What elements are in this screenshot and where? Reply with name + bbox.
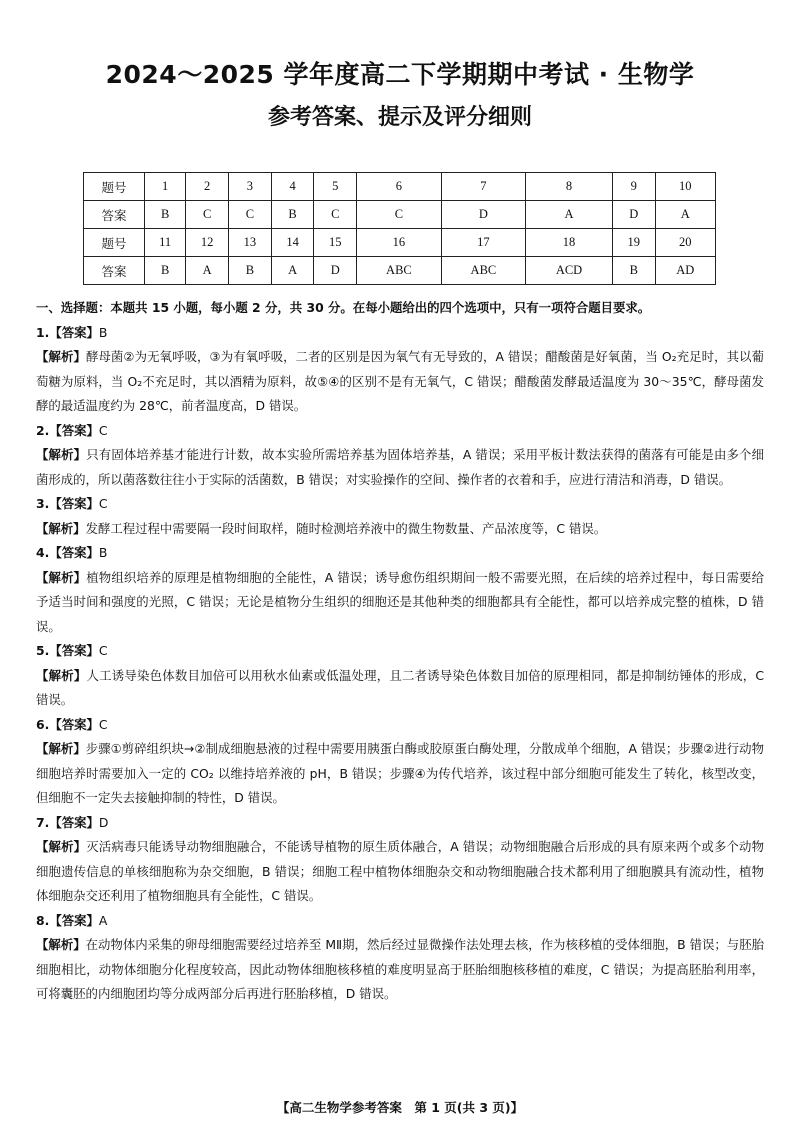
answer-value: C	[98, 716, 108, 732]
answer-tag: 【答案】	[49, 716, 99, 732]
answer-table-row	[84, 229, 716, 257]
explanation-tag: 【解析】	[36, 741, 86, 756]
answer-value: A	[98, 912, 108, 928]
answer-table-row-header: 题号	[84, 229, 145, 257]
answer-table-cell: B	[145, 201, 186, 229]
explanation-text: 步骤①剪碎组织块→②制成细胞悬液的过程中需要用胰蛋白酶或胶原蛋白酶处理，分散成单个细胞，A 错误；步骤②进行动物细胞培养时需要加入一定的 CO₂ 以维持培养液的 pH，B 错误；步骤④为传代培养，该过程中部分细胞可能发生了转化，核型改变，但细胞不一定失去接触抑制的特性，D 错误。	[36, 741, 765, 805]
answer-table-cell: ACD	[526, 257, 613, 285]
explanation-tag: 【解析】	[36, 349, 86, 364]
question-number: 7.	[36, 814, 50, 830]
answer-table-cell: 3	[229, 173, 272, 201]
explanation-text: 在动物体内采集的卵母细胞需要经过培养至 MⅡ期，然后经过显微操作法处理去核，作为核移植的受体细胞，B 错误；与胚胎细胞相比，动物体细胞分化程度较高，因此动物体细胞核移植的难度明显高于胚胎细胞核移植的难度，C 错误；为提高胚胎利用率，可将囊胚的内细胞团均等分成两部分后再进行胚胎移植，D 错误。	[36, 937, 765, 1001]
explanation-paragraph	[36, 933, 764, 1007]
page-footer: 【高二生物学参考答案 第 1 页(共 3 页)】	[276, 1100, 524, 1115]
answer-tag: 【答案】	[49, 324, 99, 340]
answer-table	[83, 172, 716, 285]
answer-value: C	[98, 643, 108, 658]
answer-table-cell: 8	[526, 173, 613, 201]
answer-table-cell: C	[186, 201, 229, 229]
question-answer-line	[36, 492, 764, 517]
question-list	[36, 321, 764, 1007]
question-answer-line	[36, 639, 764, 664]
answer-tag: 【答案】	[49, 545, 99, 560]
answer-tag: 【答案】	[49, 814, 99, 830]
answer-table-cell: ABC	[357, 257, 442, 285]
answer-value: C	[98, 422, 108, 438]
page-title: 2024～2025 学年度高二下学期期中考试 · 生物学	[105, 60, 695, 89]
question-number: 3.	[36, 496, 50, 511]
answer-table-cell: 19	[612, 229, 655, 257]
answer-tag: 【答案】	[49, 912, 99, 928]
answer-table-cell: A	[271, 257, 314, 285]
explanation-text: 灭活病毒只能诱导动物细胞融合，不能诱导植物的原生质体融合，A 错误；动物细胞融合后形成的具有原来两个或多个动物细胞遗传信息的单核细胞称为杂交细胞，B 错误；细胞工程中植物体细胞杂交和动物细胞融合技术都利用了细胞膜具有流动性，植物体细胞杂交还利用了植物细胞具有全能性，C 错误。	[36, 839, 764, 903]
answer-table-cell: 16	[357, 229, 442, 257]
answer-table-row-header: 答案	[84, 257, 145, 285]
answer-table-cell: 20	[655, 229, 715, 257]
answer-table-cell: D	[441, 201, 526, 229]
question-number: 4.	[36, 545, 50, 560]
answer-value: C	[98, 496, 108, 511]
answer-tag: 【答案】	[49, 496, 99, 511]
explanation-text: 人工诱导染色体数目加倍可以用秋水仙素或低温处理，且二者诱导染色体数目加倍的原理相同，都是抑制纺锤体的形成，C 错误。	[36, 667, 764, 707]
answer-value: D	[98, 814, 109, 830]
answer-table-cell: 10	[655, 173, 715, 201]
page-subtitle: 参考答案、提示及评分细则	[267, 105, 532, 130]
answer-table-cell: 5	[314, 173, 357, 201]
explanation-paragraph	[36, 664, 764, 713]
question-answer-line	[36, 909, 764, 934]
answer-value: B	[98, 545, 108, 560]
answer-table-cell: 2	[186, 173, 229, 201]
answer-table-cell: ABC	[441, 257, 526, 285]
answer-table-cell: 18	[526, 229, 613, 257]
answer-tag: 【答案】	[49, 643, 99, 658]
explanation-tag: 【解析】	[36, 839, 87, 854]
answer-table-cell: A	[655, 201, 715, 229]
answer-table-cell: B	[145, 257, 186, 285]
answer-tag: 【答案】	[49, 422, 99, 438]
explanation-tag: 【解析】	[36, 447, 87, 462]
answer-table-cell: C	[357, 201, 442, 229]
answer-table-row	[84, 201, 716, 229]
answer-table-row	[84, 173, 716, 201]
explanation-tag: 【解析】	[36, 520, 86, 536]
answer-table-cell: B	[271, 201, 314, 229]
answer-table-cell: 4	[271, 173, 314, 201]
explanation-text: 酵母菌②为无氧呼吸，③为有氧呼吸，二者的区别是因为氧气有无导致的，A 错误；醋酸菌是好氧菌，当 O₂充足时，其以葡萄糖为原料，当 O₂不充足时，其以酒精为原料，故⑤④的区别不是有无氧气，C 错误；醋酸菌发酵最适温度为 30～35℃，酵母菌发酵的最适温度约为 28℃，前者温度高，D 错误。	[36, 349, 764, 413]
answer-table-cell: D	[314, 257, 357, 285]
answer-table-cell: 14	[271, 229, 314, 257]
answer-table-cell: B	[229, 257, 272, 285]
answer-table-cell: 11	[145, 229, 186, 257]
question-answer-line	[36, 321, 764, 346]
explanation-paragraph	[36, 737, 764, 811]
explanation-paragraph	[36, 517, 764, 542]
answer-table-cell: 17	[441, 229, 526, 257]
question-answer-line	[36, 419, 764, 444]
question-answer-line	[36, 713, 764, 738]
answer-table-cell: 9	[612, 173, 655, 201]
explanation-tag: 【解析】	[36, 667, 87, 683]
answer-table-cell: 1	[145, 173, 186, 201]
question-number: 6.	[36, 716, 50, 732]
answer-table-row-header: 题号	[84, 173, 145, 201]
explanation-paragraph	[36, 835, 764, 909]
explanation-paragraph	[36, 566, 764, 640]
explanation-text: 植物组织培养的原理是植物细胞的全能性，A 错误；诱导愈伤组织期间一般不需要光照，在后续的培养过程中，每日需要给予适当时间和强度的光照，C 错误；无论是植物分生组织的细胞还是其他种类的细胞都具有全能性，都可以培养成完整的植株，D 错误。	[36, 569, 764, 634]
explanation-paragraph	[36, 443, 764, 492]
answer-table-cell: AD	[655, 257, 715, 285]
question-number: 5.	[36, 643, 50, 658]
answer-table-cell: D	[612, 201, 655, 229]
answer-table-cell: A	[526, 201, 613, 229]
answer-table-row-header: 答案	[84, 201, 145, 229]
question-number: 2.	[36, 422, 50, 438]
answer-table-cell: 7	[441, 173, 526, 201]
explanation-text: 只有固体培养基才能进行计数，故本实验所需培养基为固体培养基，A 错误；采用平板计数法获得的菌落有可能是由多个细菌形成的，所以菌落数往往小于实际的活菌数，B 错误；对实验操作的空间、操作者的衣着和手，应进行清洁和消毒，D 错误。	[36, 447, 764, 487]
answer-table-cell: C	[229, 201, 272, 229]
answer-table-cell: 15	[314, 229, 357, 257]
answer-value: B	[98, 324, 108, 340]
document-body	[36, 296, 764, 1007]
answer-table-cell: B	[612, 257, 655, 285]
question-answer-line	[36, 811, 764, 836]
section-heading: 一、选择题：本题共 15 小题，每小题 2 分，共 30 分。在每小题给出的四个选项中，只有一项符合题目要求。	[36, 300, 651, 315]
answer-table-row	[84, 257, 716, 285]
explanation-paragraph	[36, 345, 764, 419]
answer-table-cell: 12	[186, 229, 229, 257]
explanation-tag: 【解析】	[36, 569, 87, 585]
answer-table-cell: 6	[357, 173, 442, 201]
question-answer-line	[36, 541, 764, 566]
explanation-text: 发酵工程过程中需要隔一段时间取样，随时检测培养液中的微生物数量、产品浓度等，C 错误。	[85, 520, 607, 536]
question-number: 8.	[36, 912, 50, 928]
answer-table-cell: C	[314, 201, 357, 229]
answer-table-cell: 13	[229, 229, 272, 257]
explanation-tag: 【解析】	[36, 937, 86, 952]
answer-table-cell: A	[186, 257, 229, 285]
question-number: 1.	[36, 324, 50, 340]
